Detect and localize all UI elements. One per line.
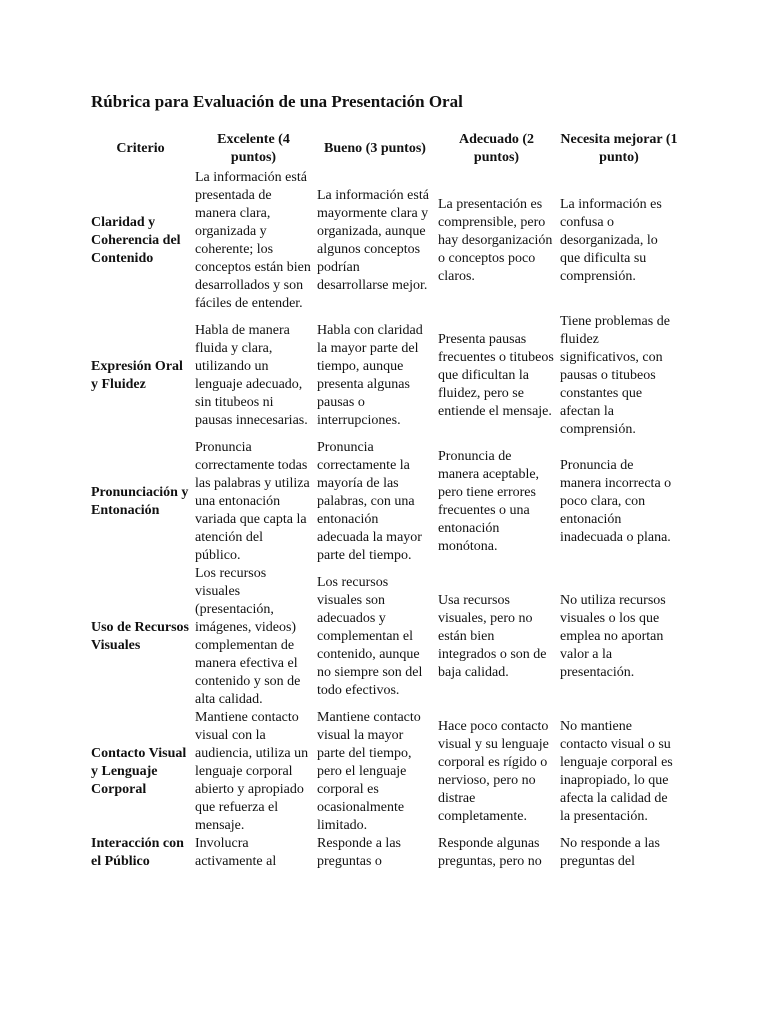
adecuado-cell: Usa recursos visuales, pero no están bien integrados o son de baja calidad.: [438, 593, 547, 680]
header-adecuado: Adecuado (2 puntos): [458, 132, 535, 165]
bueno-cell: Pronuncia correctamente la mayoría de las palabras, con una entonación adecuada la mayor parte del tiempo.: [317, 440, 422, 563]
excelente-cell: La información está presentada de manera clara, organizada y coherente; los conceptos están bien desarrollados y son fáciles de entender.: [195, 170, 311, 311]
criterion-cell: Pronunciación y Entonación: [91, 485, 189, 518]
adecuado-cell: Hace poco contacto visual y su lenguaje corporal es rígido o nervioso, pero no distrae completamente.: [438, 719, 549, 824]
header-necesita-mejorar: Necesita mejorar (1 punto): [560, 132, 678, 165]
bueno-cell: Habla con claridad la mayor parte del tiempo, aunque presenta algunas pausas o interrupciones.: [317, 323, 423, 428]
document-title: Rúbrica para Evaluación de una Presentación Oral: [91, 92, 463, 111]
table-row: [88, 439, 680, 565]
criterion-cell: Contacto Visual y Lenguaje Corporal: [91, 746, 187, 797]
mejorar-cell: Tiene problemas de fluidez significativos, con pausas o titubeos constantes que afectan la comprensión.: [560, 314, 670, 437]
header-criterio: Criterio: [116, 141, 165, 156]
rubric-table: [88, 129, 680, 871]
excelente-cell: Involucra activamente al: [195, 836, 277, 869]
table-row: [88, 835, 680, 871]
header-row: [88, 129, 680, 169]
mejorar-cell: No responde a las preguntas del: [560, 836, 660, 869]
bueno-cell: Los recursos visuales son adecuados y complementan el contenido, aunque no siempre son del todo efectivos.: [317, 575, 423, 698]
criterion-cell: Uso de Recursos Visuales: [91, 620, 189, 653]
adecuado-cell: Pronuncia de manera aceptable, pero tiene errores frecuentes o una entonación monótona.: [438, 449, 540, 554]
criterion-cell: Claridad y Coherencia del Contenido: [91, 215, 181, 266]
adecuado-cell: La presentación es comprensible, pero hay desorganización o conceptos poco claros.: [438, 197, 553, 284]
header-excelente: Excelente (4 puntos): [217, 132, 290, 165]
bueno-cell: Mantiene contacto visual la mayor parte del tiempo, pero el lenguaje corporal es ocasionalmente limitado.: [317, 710, 421, 833]
bueno-cell: Responde a las preguntas o: [317, 836, 401, 869]
excelente-cell: Habla de manera fluida y clara, utilizando un lenguaje adecuado, sin titubeos ni pausas innecesarias.: [195, 323, 308, 428]
table-row: [88, 169, 680, 313]
mejorar-cell: Pronuncia de manera incorrecta o poco clara, con entonación inadecuada o plana.: [560, 458, 672, 545]
table-row: [88, 709, 680, 835]
table-row: [88, 565, 680, 709]
excelente-cell: Mantiene contacto visual con la audiencia, utiliza un lenguaje corporal abierto y apropiado que refuerza el mensaje.: [195, 710, 309, 833]
mejorar-cell: No utiliza recursos visuales o los que emplea no aportan valor a la presentación.: [560, 593, 666, 680]
criterion-cell: Interacción con el Público: [91, 836, 184, 869]
mejorar-cell: La información es confusa o desorganizada, lo que dificulta su comprensión.: [560, 197, 662, 284]
adecuado-cell: Presenta pausas frecuentes o titubeos que dificultan la fluidez, pero se entiende el mensaje.: [438, 332, 554, 419]
mejorar-cell: No mantiene contacto visual o su lenguaje corporal es inapropiado, lo que afecta la calidad de la presentación.: [560, 719, 673, 824]
table-row: [88, 313, 680, 439]
excelente-cell: Los recursos visuales (presentación, imágenes, videos) complementan de manera efectiva el contenido y son de alta calidad.: [195, 566, 301, 707]
header-bueno: Bueno (3 puntos): [324, 141, 426, 156]
adecuado-cell: Responde algunas preguntas, pero no: [438, 836, 542, 869]
bueno-cell: La información está mayormente clara y organizada, aunque algunos conceptos podrían desarrollarse mejor.: [317, 188, 429, 293]
excelente-cell: Pronuncia correctamente todas las palabras y utiliza una entonación variada que capta la atención del público.: [195, 440, 310, 563]
criterion-cell: Expresión Oral y Fluidez: [91, 359, 183, 392]
